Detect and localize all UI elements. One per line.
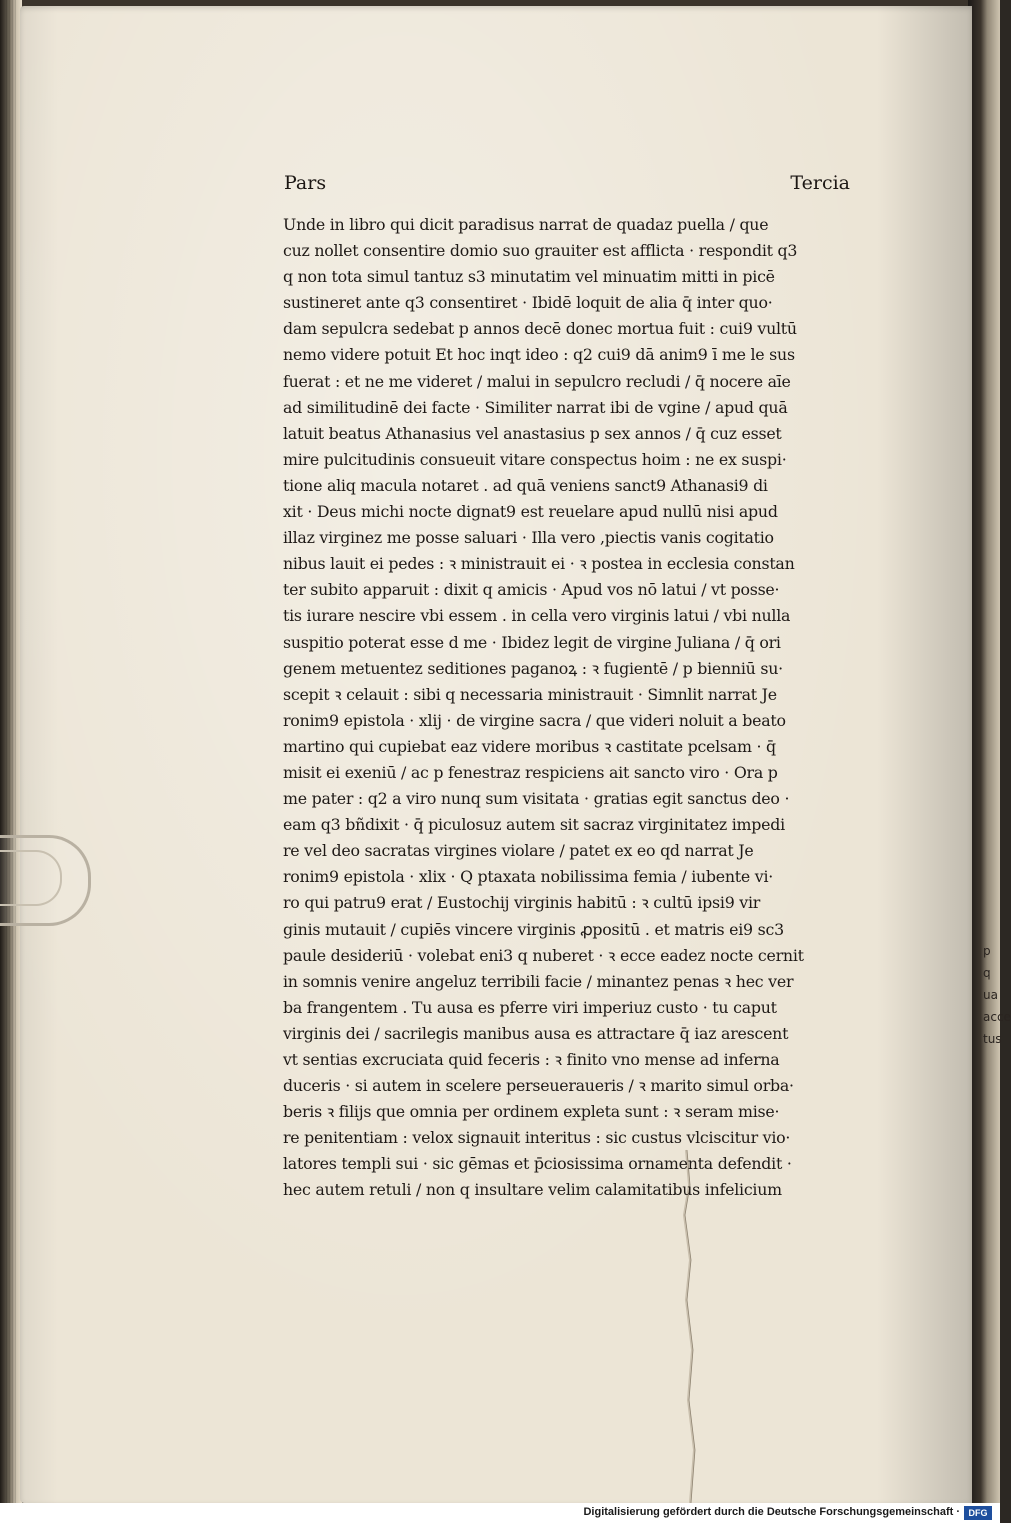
text-line: fuerat : et ne me videret / malui in sepulcro recludi / q̄ nocere aīe [283,371,791,391]
text-line: in somnis venire angeluz terribili facie / minantez penas ꝛ hec ver [283,971,794,991]
next-page-fragment: acce [983,1010,1011,1024]
funding-notice: Digitalisierung gefördert durch die Deutsche Forschungsgemeinschaft · [583,1506,960,1518]
text-line: cuz nollet consentire domio suo grauiter est afflicta · respondit q3 [283,241,798,261]
text-line: Unde in libro qui dicit paradisus narrat de quadaz puella / que [283,215,769,234]
dfg-logo[interactable]: DFG [964,1506,992,1520]
page-stack [6,0,18,1503]
text-line: mire pulcitudinis consueuit vitare conspectus hoim : ne ex suspi· [283,449,787,469]
text-line: re penitentiam : velox signauit interitus : sic custus vlciscitur vio· [283,1128,791,1148]
text-line: ro qui patru9 erat / Eustochij virginis habitū : ꝛ cultū ipsi9 vir [283,893,761,913]
next-page-fragment: tus [983,1032,1002,1046]
running-header [284,172,850,202]
text-line: ba frangentem . Tu ausa es pferre viri imperiuz custo · tu caput [283,997,777,1017]
book-left-edge [0,0,22,1503]
text-line: scepit ꝛ celauit : sibi q necessaria ministrauit · Simnlit narrat Je [283,684,777,704]
text-line: illaz virginez me posse saluari · Illa vero ,piectis vanis cogitatio [283,528,774,548]
text-line: q non tota simul tantuz s3 minutatim vel minuatim mitti in picē [283,267,775,287]
text-line: re vel deo sacratas virgines violare / patet ex eo qd narrat Je [283,841,754,861]
text-line: hec autem retuli / non q insultare velim calamitatibus infelicium [283,1180,782,1200]
next-page-fragment: ua [983,988,998,1002]
page-clip-inner [0,850,62,906]
text-line: latores templi sui · sic gēmas et p̄ciosissima ornamenta defendit · [283,1154,792,1174]
book-binding [968,0,1011,1503]
text-line: paule desideriū · volebat eni3 q nuberet · ꝛ ecce eadez nocte cernit [283,945,804,965]
text-line: me pater : q2 a viro nunq sum visitata · gratias egit sanctus deo · [283,789,790,809]
body-text [283,212,855,1204]
text-line: xit · Deus michi nocte dignat9 est reuelare apud nullū nisi apud [283,502,778,522]
text-line: tione aliq macula notaret . ad quā veniens sanct9 Athanasi9 di [283,475,768,495]
text-line: sustineret ante q3 consentiret · Ibidē loquit de alia q̄ inter quo· [283,293,773,313]
text-line: ad similitudinē dei facte · Similiter narrat ibi de vgine / apud quā [283,397,788,417]
text-line: martino qui cupiebat eaz videre moribus ꝛ castitate pcelsam · q̄ [283,736,776,756]
text-line: dam sepulcra sedebat p annos decē donec mortua fuit : cui9 vultū [283,319,797,339]
text-line: nibus lauit ei pedes : ꝛ ministrauit ei · ꝛ postea in ecclesia constan [283,554,795,574]
text-line: duceris · si autem in scelere perseueraueris / ꝛ marito simul orba· [283,1076,794,1096]
text-line: ter subito apparuit : dixit q amicis · Apud vos nō latui / vt posse· [283,580,780,600]
text-line: beris ꝛ filijs que omnia per ordinem expleta sunt : ꝛ seram mise· [283,1102,780,1122]
header-left: Pars [284,172,327,194]
header-right: Tercia [790,172,850,194]
text-line: virginis dei / sacrilegis manibus ausa es attractare q̄ iaz arescent [283,1023,789,1043]
next-page-fragment: p [983,944,991,958]
text-line: suspitio poterat esse d me · Ibidez legit de virgine Juliana / q̄ ori [283,632,781,652]
next-page-fragments [983,940,1011,1160]
text-line: vt sentias excruciata quid feceris : ꝛ finito vno mense ad inferna [283,1050,780,1069]
footer-bar [0,1503,1000,1523]
text-line: misit ei exeniū / ac p fenestraz respiciens ait sancto viro · Ora p [283,762,778,782]
text-line: genem metuentez seditiones paganoꝝ : ꝛ fugientē / p bienniū su· [283,658,783,678]
text-line: ronim9 epistola · xlix · Q ptaxata nobilissima femia / iubente vi· [283,867,774,887]
text-line: nemo videre potuit Et hoc inqt ideo : q2 cui9 dā anim9 ī me le sus [283,345,795,365]
text-line: tis iurare nescire vbi essem . in cella vero virginis latui / vbi nulla [283,606,791,626]
text-line: ginis mutauit / cupiēs vincere virginis ꝓpositū . et matris ei9 sc3 [283,919,784,939]
text-line: latuit beatus Athanasius vel anastasius p sex annos / q̄ cuz esset [283,423,782,443]
text-line: eam q3 bñdixit · q̄ piculosuz autem sit sacraz virginitatez impedi [283,815,785,835]
text-line: ronim9 epistola · xlij · de virgine sacra / que videri noluit a beato [283,710,786,730]
next-page-fragment: q [983,966,991,980]
